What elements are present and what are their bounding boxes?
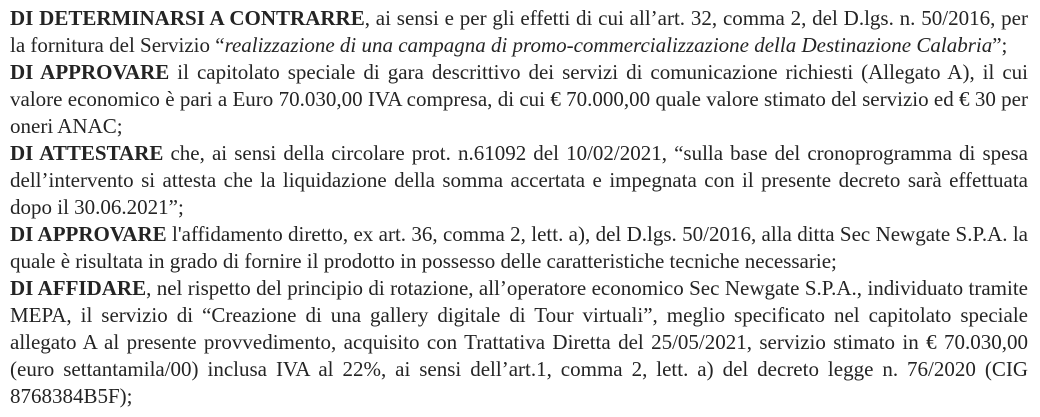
paragraph-lead-bold: DI APPROVARE (10, 222, 167, 246)
paragraph-lead-bold: DI DETERMINARSI A CONTRARRE (10, 6, 365, 30)
paragraph-di-approvare-affidamento (10, 221, 1028, 275)
paragraph-body-text: il capitolato speciale di gara descrittivo dei servizi di comunicazione richiesti (Allegato A), il cui valore economico è pari a Euro 70.030,00 IVA compresa, di cui € 70.000,00 quale valore stimato del servizio ed € 30 per oneri ANAC; (10, 60, 1028, 138)
paragraph-di-approvare-capitolato (10, 59, 1028, 140)
paragraph-body-text: l'affidamento diretto, ex art. 36, comma 2, lett. a), del D.lgs. 50/2016, alla ditta Sec Newgate S.P.A. la quale è risultata in grado di fornire il prodotto in possesso delle caratteristiche tecniche necessarie; (10, 222, 1029, 273)
paragraph-body-text: , nel rispetto del principio di rotazione, all’operatore economico Sec Newgate S.P.A., individuato tramite MEPA, il servizio di “Creazione di una gallery digitale di Tour virtuali”, meglio specificato nel capitolato speciale allegato A al presente provvedimento, acquisito con Trattativa Diretta del 25/05/2021, servizio stimato in € 70.030,00 (euro settantamila/00) inclusa IVA al 22%, ai sensi dell’art.1, comma 2, lett. a) del decreto legge n. 76/2020 (CIG 8768384B5F); (10, 276, 1028, 408)
quoted-service-title-italic: realizzazione di una campagna di promo-commercializzazione della Destinazione Calabria (224, 33, 993, 57)
paragraph-lead-bold: DI AFFIDARE (10, 276, 147, 300)
paragraph-closing-text: ”; (992, 33, 1008, 57)
decree-text-block (10, 5, 1028, 410)
paragraph-lead-bold: DI APPROVARE (10, 60, 170, 84)
paragraph-di-determinarsi-a-contrarre (10, 5, 1028, 59)
paragraph-di-attestare (10, 140, 1028, 221)
paragraph-body-text: , ai sensi e per gli effetti di cui all’art. 32, comma 2, del D.lgs. n. 50/2016, per la fornitura del Servizio “ (10, 6, 1028, 57)
paragraph-di-affidare (10, 275, 1028, 410)
paragraph-lead-bold: DI ATTESTARE (10, 141, 164, 165)
paragraph-body-text: che, ai sensi della circolare prot. n.61092 del 10/02/2021, “sulla base del cronoprogramma di spesa dell’intervento si attesta che la liquidazione della somma accertata e impegnata con il presente decreto sarà effettuata dopo il 30.06.2021”; (10, 141, 1028, 219)
